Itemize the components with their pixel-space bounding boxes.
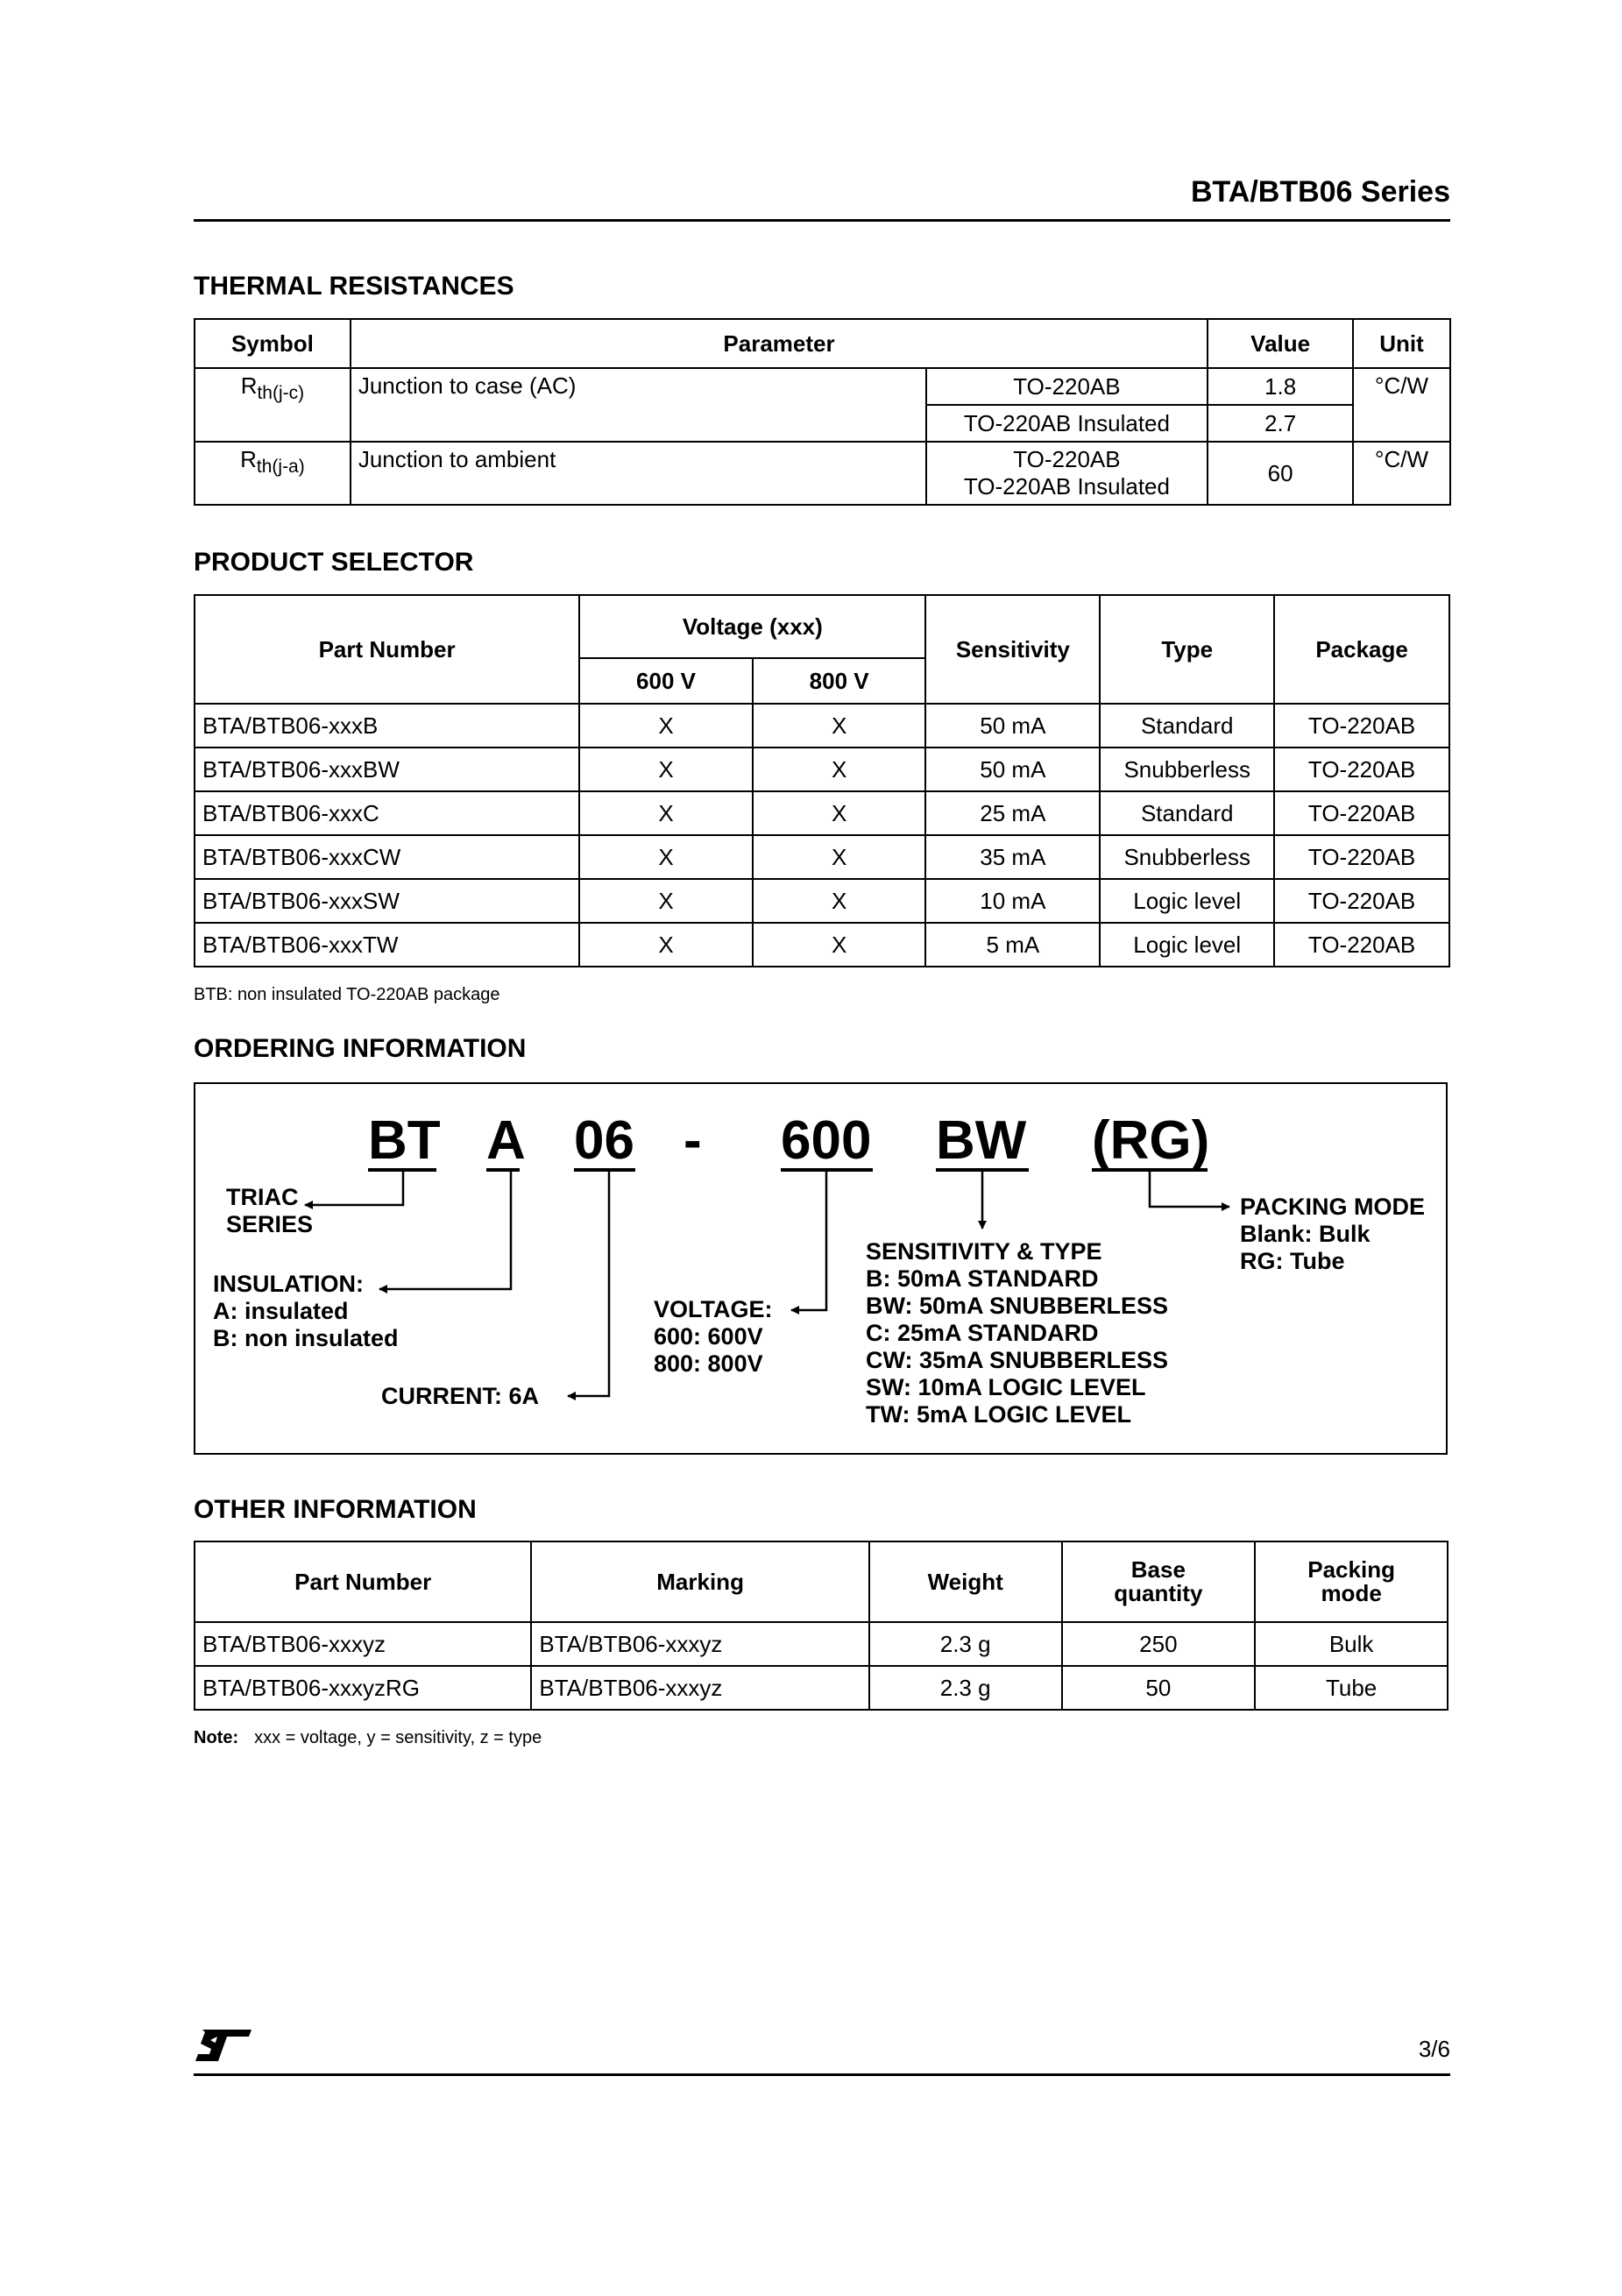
code-dash: - — [684, 1110, 702, 1171]
arrow-triac — [305, 1172, 403, 1205]
quantity-cell: 50 — [1062, 1666, 1256, 1710]
footer-rule — [194, 2073, 1450, 2076]
type-cell: Standard — [1100, 791, 1274, 835]
value-cell: 2.7 — [1208, 405, 1353, 442]
sensitivity-cell: 35 mA — [925, 835, 1100, 879]
table-row — [195, 879, 1449, 923]
v600-cell: X — [579, 748, 753, 791]
value-cell: 60 — [1208, 442, 1353, 505]
other-info-table — [194, 1541, 1448, 1711]
st-logo-icon — [194, 2024, 257, 2065]
v600-cell: X — [579, 791, 753, 835]
packing-cell: Bulk — [1255, 1622, 1448, 1666]
th-symbol: Symbol — [195, 319, 351, 368]
sensitivity-cell: 50 mA — [925, 704, 1100, 748]
v800-cell: X — [753, 879, 926, 923]
type-cell: Snubberless — [1100, 835, 1274, 879]
sensitivity-cell: 10 mA — [925, 879, 1100, 923]
th-package: Package — [1274, 595, 1449, 704]
th-packing-mode: Packing mode — [1255, 1541, 1448, 1622]
label-voltage: VOLTAGE: 600: 600V 800: 800V — [654, 1296, 773, 1377]
label-insulation: INSULATION: A: insulated B: non insulated — [213, 1271, 399, 1351]
unit-cell: °C/W — [1353, 368, 1450, 442]
param-junction-ambient: Junction to ambient — [351, 442, 926, 505]
sensitivity-cell: 50 mA — [925, 748, 1100, 791]
v600-cell: X — [579, 835, 753, 879]
table-row — [195, 791, 1449, 835]
th-800v: 800 V — [753, 658, 926, 704]
v600-cell: X — [579, 704, 753, 748]
table-row — [195, 748, 1449, 791]
table-row — [195, 704, 1449, 748]
label-packing-mode: PACKING MODE Blank: Bulk RG: Tube — [1240, 1194, 1426, 1274]
pkg-cell: TO-220AB Insulated — [926, 405, 1208, 442]
page-number: 3/6 — [1418, 2036, 1450, 2062]
package-cell: TO-220AB — [1274, 835, 1449, 879]
v800-cell: X — [753, 748, 926, 791]
v800-cell: X — [753, 835, 926, 879]
value-cell: 1.8 — [1208, 368, 1353, 405]
label-sensitivity-type: SENSITIVITY & TYPE B: 50mA STANDARD BW: 50mA SNUBBERLESS C: 25mA STANDARD CW: 35mA SNUBBERLESS SW: 10mA LOGIC LEVEL TW: 5mA LOGIC LEVEL — [866, 1238, 1169, 1428]
selector-note: BTB: non insulated TO-220AB package — [194, 985, 500, 1004]
marking-cell: BTA/BTB06-xxxyz — [531, 1666, 868, 1710]
type-cell: Snubberless — [1100, 748, 1274, 791]
ordering-diagram — [194, 1082, 1448, 1455]
sensitivity-cell: 25 mA — [925, 791, 1100, 835]
header-rule — [194, 219, 1450, 222]
package-cell: TO-220AB — [1274, 791, 1449, 835]
th-base-quantity: Base quantity — [1062, 1541, 1256, 1622]
symbol-rthja: $R_{th(j-a)}$ — [195, 442, 351, 505]
part-cell: BTA/BTB06-xxxSW — [195, 879, 579, 923]
th-value: Value — [1208, 319, 1353, 368]
th-part-number: Part Number — [195, 595, 579, 704]
part-cell: BTA/BTB06-xxxyz — [195, 1622, 531, 1666]
selector-section-title: PRODUCT SELECTOR — [194, 548, 474, 577]
label-current: CURRENT: 6A — [381, 1383, 540, 1409]
arrow-packing — [1150, 1172, 1229, 1207]
th-parameter: Parameter — [351, 319, 1208, 368]
table-row — [195, 1622, 1448, 1666]
table-row — [195, 923, 1449, 967]
weight-cell: 2.3 g — [869, 1666, 1062, 1710]
document-title: BTA/BTB06 Series — [1190, 175, 1450, 209]
package-cell: TO-220AB — [1274, 748, 1449, 791]
product-selector-table — [194, 594, 1450, 967]
pkg-cell: TO-220AB TO-220AB Insulated — [926, 442, 1208, 505]
part-cell: BTA/BTB06-xxxC — [195, 791, 579, 835]
code-06: 06 — [574, 1110, 634, 1171]
marking-cell: BTA/BTB06-xxxyz — [531, 1622, 868, 1666]
type-cell: Standard — [1100, 704, 1274, 748]
package-cell: TO-220AB — [1274, 923, 1449, 967]
part-cell: BTA/BTB06-xxxBW — [195, 748, 579, 791]
type-cell: Logic level — [1100, 879, 1274, 923]
code-600: 600 — [781, 1110, 872, 1171]
ordering-section-title: ORDERING INFORMATION — [194, 1034, 527, 1063]
arrow-current — [568, 1172, 609, 1396]
arrow-voltage — [791, 1172, 826, 1310]
unit-cell: °C/W — [1353, 442, 1450, 505]
th-type: Type — [1100, 595, 1274, 704]
code-a: A — [486, 1110, 526, 1171]
packing-cell: Tube — [1255, 1666, 1448, 1710]
other-section-title: OTHER INFORMATION — [194, 1495, 477, 1524]
table-row — [195, 1666, 1448, 1710]
v800-cell: X — [753, 791, 926, 835]
pkg-cell: TO-220AB — [926, 368, 1208, 405]
part-cell: BTA/BTB06-xxxTW — [195, 923, 579, 967]
type-cell: Logic level — [1100, 923, 1274, 967]
quantity-cell: 250 — [1062, 1622, 1256, 1666]
part-cell: BTA/BTB06-xxxyzRG — [195, 1666, 531, 1710]
package-cell: TO-220AB — [1274, 704, 1449, 748]
th-weight: Weight — [869, 1541, 1062, 1622]
th-voltage: Voltage (xxx) — [579, 595, 925, 658]
weight-cell: 2.3 g — [869, 1622, 1062, 1666]
thermal-table — [194, 318, 1451, 506]
thermal-section-title: THERMAL RESISTANCES — [194, 272, 514, 301]
label-triac-series: TRIAC SERIES — [226, 1184, 314, 1237]
part-cell: BTA/BTB06-xxxCW — [195, 835, 579, 879]
part-cell: BTA/BTB06-xxxB — [195, 704, 579, 748]
code-bw: BW — [936, 1110, 1027, 1171]
package-cell: TO-220AB — [1274, 879, 1449, 923]
code-bt: BT — [368, 1110, 441, 1171]
th-600v: 600 V — [579, 658, 753, 704]
other-note: Note: xxx = voltage, y = sensitivity, z = type — [194, 1728, 542, 1747]
v600-cell: X — [579, 879, 753, 923]
th-unit: Unit — [1353, 319, 1450, 368]
v800-cell: X — [753, 923, 926, 967]
th-marking: Marking — [531, 1541, 868, 1622]
symbol-rthjc: $R_{th(j-c)}$ — [195, 368, 351, 442]
v800-cell: X — [753, 704, 926, 748]
ordering-diagram-svg — [195, 1084, 1449, 1456]
sensitivity-cell: 5 mA — [925, 923, 1100, 967]
th-part-number: Part Number — [195, 1541, 531, 1622]
v600-cell: X — [579, 923, 753, 967]
arrow-insulation — [379, 1172, 511, 1289]
th-sensitivity: Sensitivity — [925, 595, 1100, 704]
code-rg: (RG) — [1092, 1110, 1210, 1171]
table-row — [195, 835, 1449, 879]
param-junction-case: Junction to case (AC) — [351, 368, 926, 442]
